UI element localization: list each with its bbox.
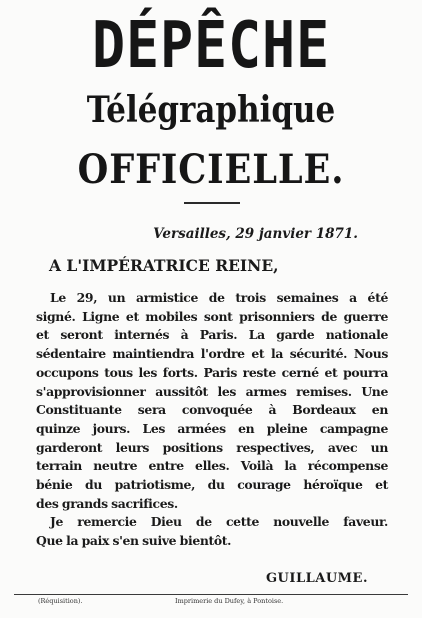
poster-official-heading: OFFICIELLE. xyxy=(77,146,345,193)
body-line: Constituante sera convoquée à Bordeaux en xyxy=(36,402,388,418)
body-line: quinze jours. Les armées en pleine campagne xyxy=(36,420,388,436)
footer-divider xyxy=(14,594,408,595)
poster-subtitle: Télégraphique xyxy=(86,89,336,131)
body-line: sédentaire maintiendra l'ordre et la sécurité. Nous xyxy=(36,346,388,362)
poster-title: DÉPÊCHE xyxy=(92,9,330,83)
body-line: garderont leurs positions respectives, avec un xyxy=(36,439,388,455)
body-line: occupons tous les forts. Paris reste cerné et pourra xyxy=(36,364,388,380)
footer-requisition: (Réquisition). xyxy=(38,597,83,605)
body-line: terrain neutre entre elles. Voilà la récompense xyxy=(36,458,388,474)
signature: GUILLAUME. xyxy=(265,571,368,586)
dispatch-body xyxy=(36,289,388,551)
body-line: des grands sacrifices. xyxy=(36,495,178,511)
dateline: Versailles, 29 janvier 1871. xyxy=(153,226,358,242)
body-line: bénie du patriotisme, du courage héroïque et xyxy=(36,477,388,493)
addressee: A L'IMPÉRATRICE REINE, xyxy=(49,256,279,275)
body-line: Que la paix s'en suive bientôt. xyxy=(36,533,232,549)
body-line: et seront internés à Paris. La garde nationale xyxy=(36,327,388,343)
footer-printer: Imprimerie du Dufey, à Pontoise. xyxy=(175,597,284,605)
body-line: Le 29, un armistice de trois semaines a été xyxy=(50,290,388,305)
title-divider xyxy=(184,202,240,204)
body-line: Je remercie Dieu de cette nouvelle faveur. xyxy=(50,514,388,530)
body-line: signé. Ligne et mobiles sont prisonniers de guerre xyxy=(36,308,388,324)
body-line: s'approvisionner aussitôt les armes remises. Une xyxy=(36,383,388,399)
